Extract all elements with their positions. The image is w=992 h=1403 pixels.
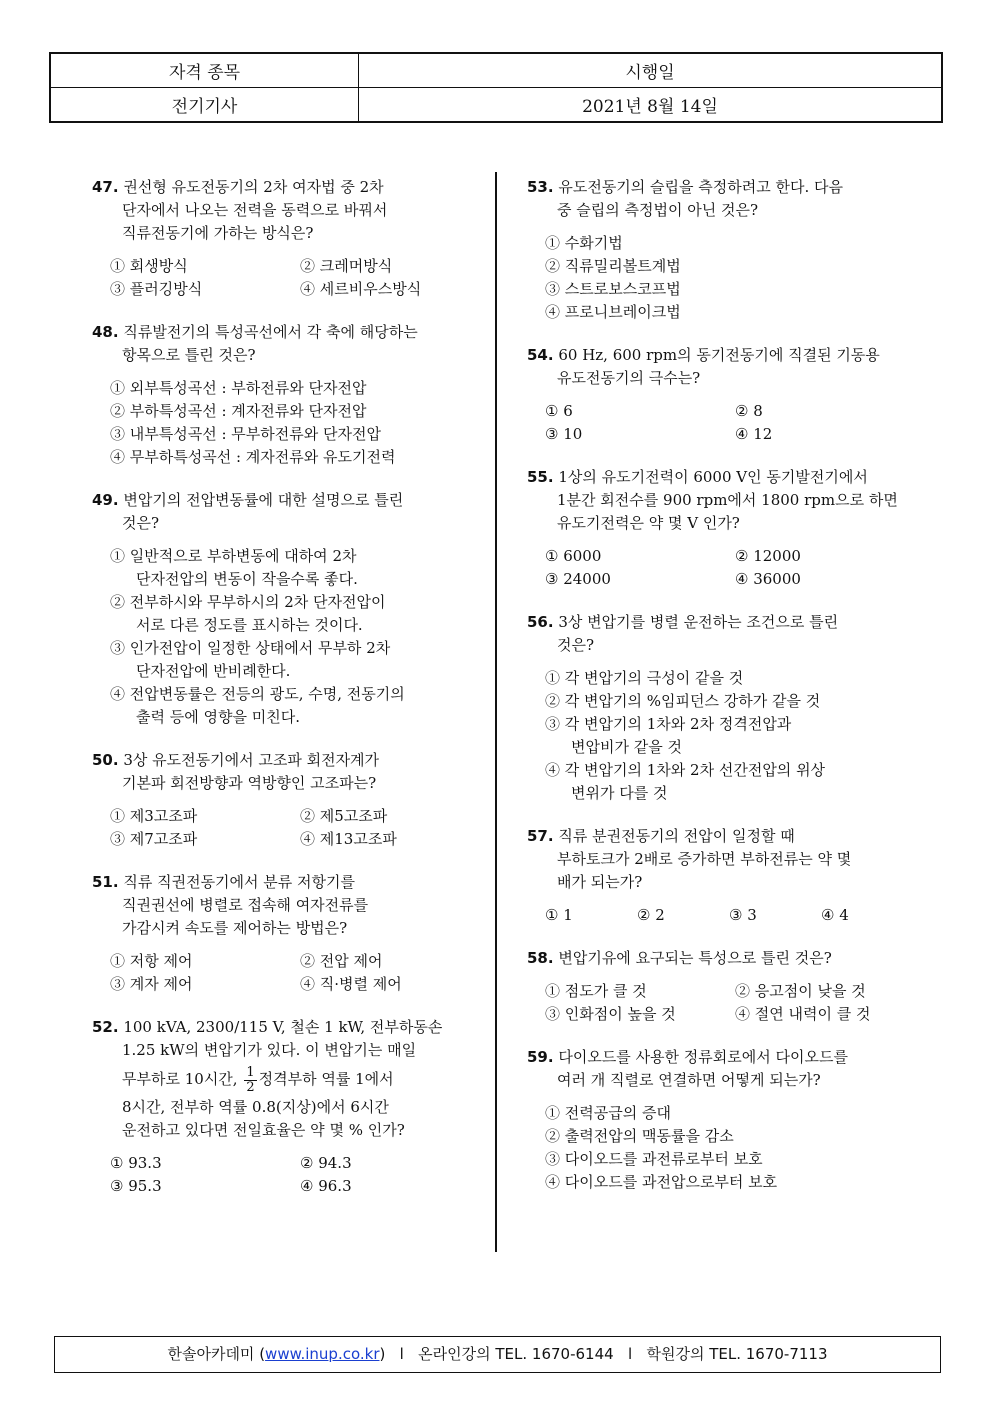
answer-list (527, 1102, 912, 1194)
question-text: 48. 직류발전기의 특성곡선에서 각 축에 해당하는 (92, 323, 418, 341)
question-text: 항목으로 틀린 것은? (122, 346, 256, 364)
answer-option: ③ 계자 제어 (110, 975, 193, 993)
question-text: 직권권선에 병렬로 접속해 여자전류를 (122, 896, 369, 914)
question-text: 무부하로 10시간, $\frac{1}{2}$ 정격부하 역률 1에서 (122, 1064, 394, 1095)
question-text: 유도전동기의 극수는? (557, 369, 701, 387)
question-number: 59. (527, 1048, 554, 1066)
question-text: 기본파 회전방향과 역방향인 고조파는? (122, 774, 377, 792)
answer-option: ① 외부특성곡선 : 부하전류와 단자전압 (110, 379, 367, 397)
question-block (527, 825, 912, 927)
answer-row (527, 1003, 912, 1026)
answer-option: ④ 제13고조파 (300, 830, 397, 848)
question-text: 47. 권선형 유도전동기의 2차 여자법 중 2차 (92, 178, 384, 196)
question-text: 직류전동기에 가하는 방식은? (122, 224, 314, 242)
question-block (92, 321, 480, 469)
question-number: 47. (92, 178, 119, 196)
answer-row (92, 1175, 480, 1198)
footer-separator: l (627, 1345, 633, 1363)
answer-option: ② 94.3 (300, 1154, 352, 1172)
question-number: 51. (92, 873, 119, 891)
question-number: 50. (92, 751, 119, 769)
answer-option: ③ 각 변압기의 1차와 2차 정격전압과 (545, 715, 792, 733)
answer-options (92, 1152, 480, 1198)
answer-options (527, 667, 912, 805)
question-number: 54. (527, 346, 554, 364)
answer-option: ① 각 변압기의 극성이 같을 것 (545, 669, 744, 687)
question-text: 56. 3상 변압기를 병렬 운전하는 조건으로 틀린 (527, 613, 839, 631)
answer-option: ② 제5고조파 (300, 807, 388, 825)
answer-options (92, 377, 480, 469)
answer-option-continued: 단자전압에 반비례한다. (136, 662, 291, 680)
answer-row (92, 278, 480, 301)
answer-option: ① 전력공급의 증대 (545, 1104, 671, 1122)
question-number: 56. (527, 613, 554, 631)
answer-option: ④ 프로니브레이크법 (545, 303, 681, 321)
answer-option: ② 직류밀리볼트계법 (545, 257, 681, 275)
answer-options (92, 545, 480, 729)
question-block (92, 1016, 480, 1198)
question-block (92, 489, 480, 729)
answer-option: ③ 10 (545, 425, 583, 443)
question-number: 58. (527, 949, 554, 967)
answer-option: ③ 24000 (545, 570, 611, 588)
answer-list (92, 545, 480, 729)
question-text: 55. 1상의 유도기전력이 6000 V인 동기발전기에서 (527, 468, 868, 486)
answer-option: ③ 인화점이 높을 것 (545, 1005, 676, 1023)
answer-option: ④ 4 (821, 906, 849, 924)
answer-option: ① 6 (545, 402, 573, 420)
question-block (527, 1046, 912, 1194)
answer-row (527, 904, 912, 927)
question-block (527, 947, 912, 1026)
answer-options (527, 1102, 912, 1194)
answer-option: ① 저항 제어 (110, 952, 193, 970)
question-text: 51. 직류 직권전동기에서 분류 저항기를 (92, 873, 356, 891)
header-date-title: 시행일 (359, 53, 943, 88)
answer-option: ④ 96.3 (300, 1177, 352, 1195)
answer-option: ② 12000 (735, 547, 801, 565)
answer-list (92, 377, 480, 469)
question-text: 53. 유도전동기의 슬립을 측정하려고 한다. 다음 (527, 178, 844, 196)
answer-option: ④ 각 변압기의 1차와 2차 선간전압의 위상 (545, 761, 826, 779)
question-text: 49. 변압기의 전압변동률에 대한 설명으로 틀린 (92, 491, 404, 509)
answer-row (92, 828, 480, 851)
question-text: 54. 60 Hz, 600 rpm의 동기전동기에 직결된 기동용 (527, 346, 880, 364)
answer-row (527, 423, 912, 446)
answer-option: ③ 인가전압이 일정한 상태에서 무부하 2차 (110, 639, 391, 657)
answer-option-continued: 변위가 다를 것 (571, 784, 668, 802)
answer-row (527, 568, 912, 591)
answer-row (92, 973, 480, 996)
fraction (244, 1066, 256, 1095)
answer-option: ① 6000 (545, 547, 602, 565)
answer-option-continued: 출력 등에 영향을 미친다. (136, 708, 300, 726)
question-text: 50. 3상 유도전동기에서 고조파 회전자계가 (92, 751, 380, 769)
answer-option: ④ 직·병렬 제어 (300, 975, 402, 993)
question-text: 것은? (122, 514, 160, 532)
answer-list (527, 232, 912, 324)
fraction-numerator: 1 (246, 1064, 255, 1080)
answer-option: ③ 3 (729, 906, 757, 924)
question-block (527, 176, 912, 324)
question-text: 부하토크가 2배로 증가하면 부하전류는 약 몇 (557, 850, 852, 868)
answer-option: ④ 다이오드를 과전압으로부터 보호 (545, 1173, 778, 1191)
answer-row (92, 1152, 480, 1175)
question-text: 57. 직류 분권전동기의 전압이 일정할 때 (527, 827, 795, 845)
question-text: 59. 다이오드를 사용한 정류회로에서 다이오드를 (527, 1048, 848, 1066)
answer-row (527, 400, 912, 423)
question-text: 유도기전력은 약 몇 V 인가? (557, 514, 740, 532)
header-date-value: 2021년 8월 14일 (359, 88, 943, 123)
footer-website-link[interactable]: www.inup.co.kr (265, 1345, 380, 1363)
question-text: 1분간 회전수를 900 rpm에서 1800 rpm으로 하면 (557, 491, 898, 509)
answer-option: ② 크레머방식 (300, 257, 393, 275)
question-block (92, 176, 480, 301)
answer-option: ② 8 (735, 402, 763, 420)
footer-online-tel: 온라인강의 TEL. 1670-6144 (418, 1345, 614, 1363)
answer-option: ② 각 변압기의 %임피던스 강하가 같을 것 (545, 692, 821, 710)
question-block (527, 344, 912, 446)
question-number: 53. (527, 178, 554, 196)
answer-options (92, 805, 480, 851)
answer-option: ① 수화기법 (545, 234, 623, 252)
question-text: 여러 개 직렬로 연결하면 어떻게 되는가? (557, 1071, 821, 1089)
answer-row (527, 980, 912, 1003)
question-text: 배가 되는가? (557, 873, 643, 891)
right-question-column (527, 176, 912, 1194)
answer-option: ④ 세르비우스방식 (300, 280, 422, 298)
answer-options (527, 232, 912, 324)
answer-option: ① 93.3 (110, 1154, 162, 1172)
page-footer (54, 1336, 941, 1373)
answer-row (92, 950, 480, 973)
answer-row (527, 545, 912, 568)
question-text: 운전하고 있다면 전일효율은 약 몇 % 인가? (122, 1121, 405, 1139)
column-divider (495, 172, 497, 1252)
question-text: 가감시켜 속도를 제어하는 방법은? (122, 919, 348, 937)
answer-option: ① 회생방식 (110, 257, 188, 275)
answer-option: ④ 12 (735, 425, 773, 443)
question-text: 8시간, 전부하 역률 0.8(지상)에서 6시간 (122, 1098, 389, 1116)
answer-option: ③ 제7고조파 (110, 830, 198, 848)
question-block (527, 611, 912, 805)
answer-option: ③ 95.3 (110, 1177, 162, 1195)
question-text: 1.25 kW의 변압기가 있다. 이 변압기는 매일 (122, 1041, 417, 1059)
answer-option: ③ 내부특성곡선 : 무부하전류와 단자전압 (110, 425, 381, 443)
question-number: 55. (527, 468, 554, 486)
answer-options (527, 904, 912, 927)
answer-options (527, 980, 912, 1026)
answer-option: ④ 36000 (735, 570, 801, 588)
answer-option: ② 2 (637, 906, 665, 924)
answer-option: ② 전압 제어 (300, 952, 383, 970)
answer-option-continued: 서로 다른 정도를 표시하는 것이다. (136, 616, 363, 634)
answer-option: ① 점도가 클 것 (545, 982, 647, 1000)
answer-option-continued: 변압비가 같을 것 (571, 738, 682, 756)
left-question-column (92, 176, 480, 1198)
answer-option: ② 출력전압의 맥동률을 감소 (545, 1127, 734, 1145)
answer-option: ② 응고점이 낮을 것 (735, 982, 866, 1000)
answer-option: ① 1 (545, 906, 573, 924)
answer-option: ② 부하특성곡선 : 계자전류와 단자전압 (110, 402, 367, 420)
answer-option-continued: 단자전압의 변동이 작을수록 좋다. (136, 570, 358, 588)
answer-option: ④ 전압변동률은 전등의 광도, 수명, 전동기의 (110, 685, 405, 703)
answer-list (527, 667, 912, 805)
answer-option: ③ 다이오드를 과전류로부터 보호 (545, 1150, 763, 1168)
answer-row (92, 805, 480, 828)
answer-options (527, 545, 912, 591)
answer-option: ④ 무부하특성곡선 : 계자전류와 유도기전력 (110, 448, 396, 466)
footer-offline-tel: 학원강의 TEL. 1670-7113 (646, 1345, 828, 1363)
question-block (92, 871, 480, 996)
question-number: 49. (92, 491, 119, 509)
fraction-denominator: 2 (246, 1079, 255, 1095)
exam-header-table (49, 52, 943, 123)
question-text: 58. 변압기유에 요구되는 특성으로 틀린 것은? (527, 949, 832, 967)
question-text: 단자에서 나오는 전력을 동력으로 바꿔서 (122, 201, 388, 219)
answer-option: ① 일반적으로 부하변동에 대하여 2차 (110, 547, 357, 565)
answer-option: ③ 플러깅방식 (110, 280, 203, 298)
header-category-value: 전기기사 (50, 88, 359, 123)
question-text: 중 슬립의 측정법이 아닌 것은? (557, 201, 758, 219)
answer-options (92, 255, 480, 301)
answer-row (92, 255, 480, 278)
footer-separator: l (399, 1345, 404, 1363)
answer-options (527, 400, 912, 446)
answer-option: ① 제3고조파 (110, 807, 198, 825)
answer-options (92, 950, 480, 996)
footer-paren: ) (379, 1345, 386, 1363)
question-text: 것은? (557, 636, 595, 654)
answer-option: ④ 절연 내력이 클 것 (735, 1005, 871, 1023)
question-block (527, 466, 912, 591)
header-category-title: 자격 종목 (50, 53, 359, 88)
answer-option: ② 전부하시와 무부하시의 2차 단자전압이 (110, 593, 386, 611)
question-number: 57. (527, 827, 554, 845)
footer-academy: 한솔아카데미 ( (167, 1345, 266, 1363)
question-block (92, 749, 480, 851)
question-number: 52. (92, 1018, 119, 1036)
question-number: 48. (92, 323, 119, 341)
question-text: 52. 100 kVA, 2300/115 V, 철손 1 kW, 전부하동손 (92, 1018, 443, 1036)
answer-option: ③ 스트로보스코프법 (545, 280, 681, 298)
